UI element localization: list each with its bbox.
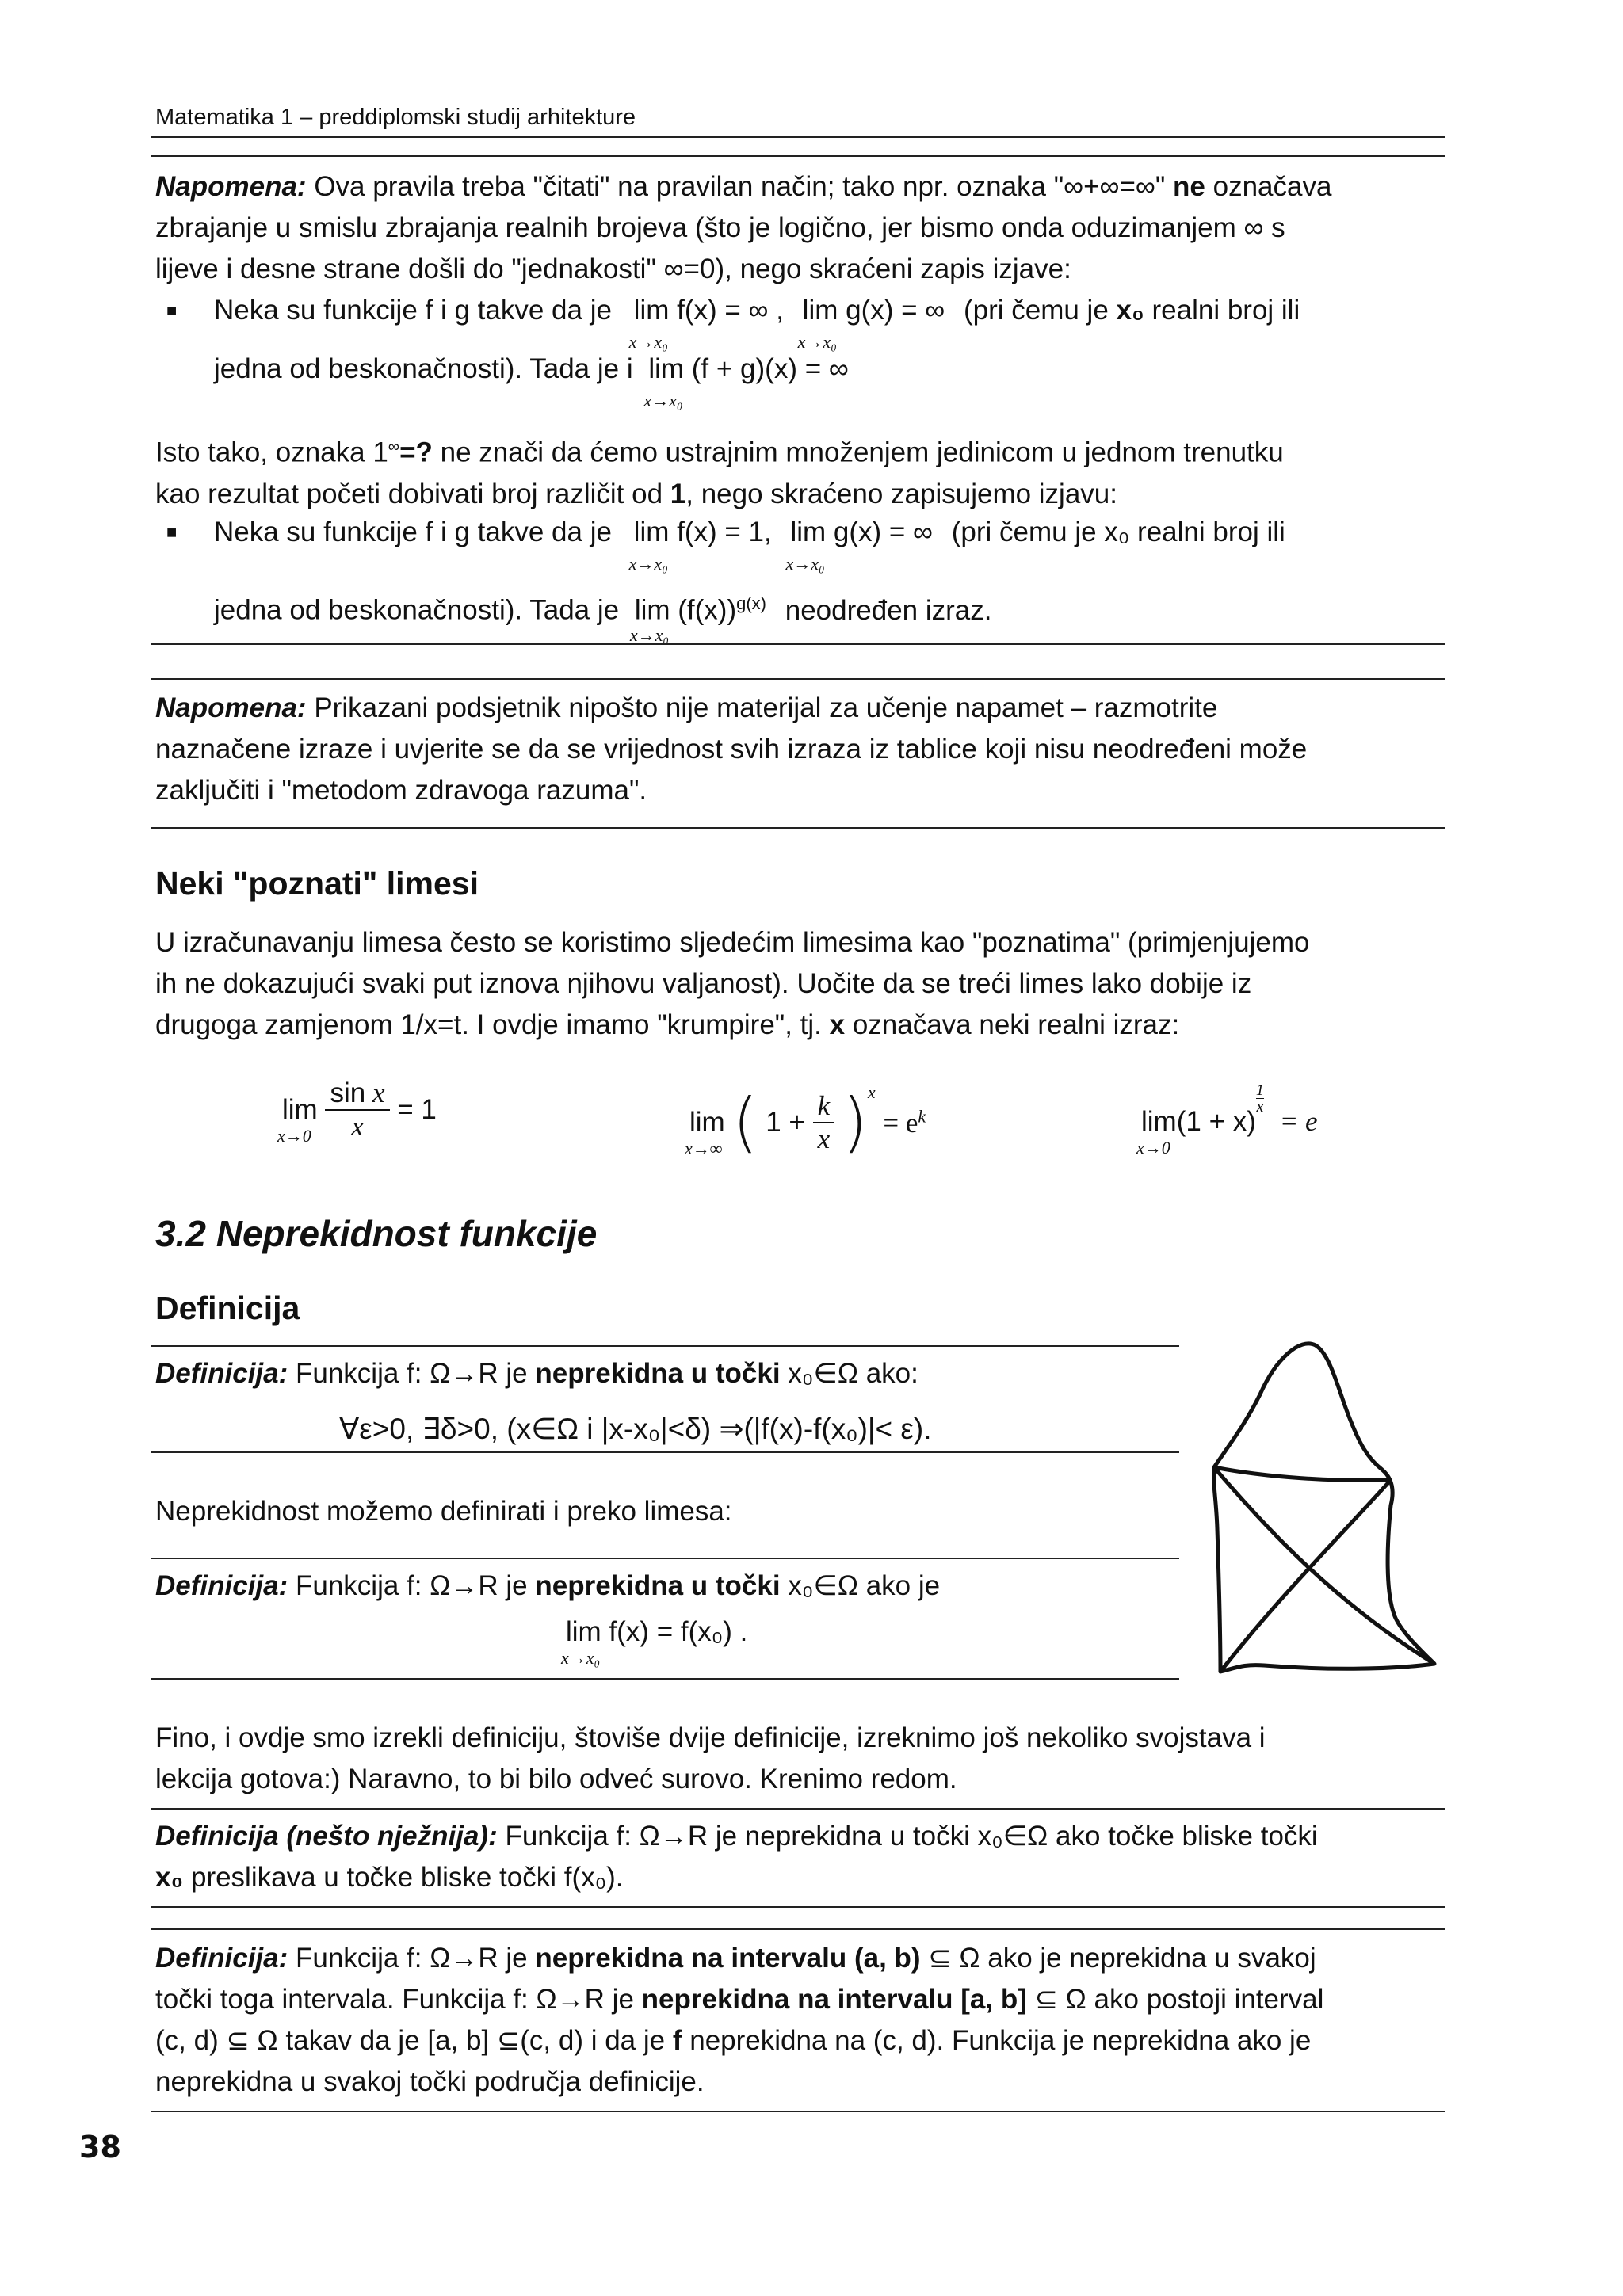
- formula-e-k-limit: lim x→∞ ( 1 + $\frac{k}{x}$ )$^x = e^k$: [685, 1082, 926, 1161]
- note1-label: Napomena:: [155, 171, 307, 202]
- known-limits-line3: drugoga zamjenom 1/x=t. I ovdje imamo "krumpire", tj. x označava neki realni izraz:: [155, 1009, 1180, 1040]
- note1-bullet-line2: [214, 349, 849, 410]
- known-limits-line1: U izračunavanju limesa često se koristimo sljedećim limesima kao "poznatima" (primjenjujemo: [155, 927, 1310, 958]
- page-number: 38: [79, 2130, 121, 2164]
- formula-e-limit: lim x→0 (1 + x) $\frac{1}{x}$ = e: [1136, 1081, 1318, 1158]
- note1-line3: lijeve i desne strane došli do "jednakosti" ∞=0), nego skraćeni zapis izjave:: [155, 254, 1071, 284]
- note2-line2: naznačene izraze i uvjerite se da se vrijednost svih izraza iz tablice koji nisu neodređeni može: [155, 734, 1308, 765]
- section-continuity-title: 3.2 Neprekidnost funkcije: [155, 1213, 598, 1254]
- note2-text: [155, 688, 1455, 811]
- lim-f-plus-g: lim (f + g)(x) = ∞ x→x₀: [643, 353, 849, 410]
- note1-line1-a: Ova pravila treba "čitati" na pravilan način; tako npr. oznaka "∞+∞=∞": [306, 171, 1174, 202]
- formula-sin-limit: lim x→0 $\frac{\text{sin x}}{x}$ = 1: [277, 1077, 437, 1146]
- def2-limit-formula: lim f(x) = f(x₀) . x→x₀: [561, 1616, 748, 1668]
- def1-top-rule: [151, 1345, 1179, 1347]
- def4-text: Definicija: Funkcija f: Ω→R je neprekidna na intervalu (a, b) ⊆ Ω ako je neprekidna u svakoj točki toga intervala. Funkcija f: Ω→R je neprekidna na intervalu [a, b] ⊆ Ω ako postoji interval (c, d) ⊆ Ω takav da je [a, b] ⊆(c, d) i da je f neprekidna na (c, d). Funkcija je neprekidna ako je neprekidna u svakoj točki područja definicije.: [155, 1943, 1324, 2097]
- def2-top-rule: [151, 1558, 1179, 1559]
- def3-bottom-rule: [151, 1906, 1445, 1908]
- limit-intro-text: Neprekidnost možemo definirati i preko limesa:: [155, 1496, 732, 1527]
- note1-bottom-rule: [151, 643, 1445, 645]
- note1b-line2: kao rezultat početi dobivati broj različit od 1, nego skraćeno zapisujemo izjavu:: [155, 478, 1117, 509]
- bullet-square-icon: ■: [166, 522, 178, 542]
- note1-bullet-a: Neka su funkcije f i g takve da je: [214, 295, 612, 326]
- note1-bullet-line2-a: jedna od beskonačnosti). Tada je i: [214, 353, 633, 384]
- note1-line1: [155, 166, 1455, 208]
- note1-bullet-b: (pri čemu je: [963, 295, 1117, 326]
- lim-f-infinity: lim f(x) = ∞ , x→x₀: [628, 295, 784, 352]
- para-fino-line2: lekcija gotova:) Naravno, to bi bilo odveć surovo. Krenimo redom.: [155, 1764, 957, 1794]
- para-fino: [155, 1718, 1455, 1800]
- note1-line1-b: ne: [1173, 171, 1205, 202]
- note2-line3: zaključiti i "metodom zdravoga razuma".: [155, 775, 647, 806]
- note1b-line1: Isto tako, oznaka 1∞=? ne znači da ćemo ustrajnim množenjem jedinicom u jednom trenutku: [155, 437, 1284, 468]
- lim-f-power-g: $\lim (f(x))^{g(x)}$ x→x₀: [629, 593, 767, 645]
- note1-bullet-line1: [214, 290, 1300, 352]
- note1-bullet-c: realni broj ili: [1144, 295, 1300, 326]
- note1-line2: zbrajanje u smislu zbrajanja realnih brojeva (što je logično, jer bismo onda oduzimanjem ∞ s: [155, 212, 1285, 243]
- note1-top-rule: [151, 155, 1445, 157]
- def3-text: Definicija (nešto nježnija): Funkcija f: Ω→R je neprekidna u točki x₀∈Ω ako točke bliske točki x₀ preslikava u točke bliske točki f(x₀).: [155, 1821, 1318, 1893]
- hand-drawn-sketch: [1197, 1339, 1450, 1680]
- header-rule: [151, 136, 1445, 138]
- def4-bottom-rule: [151, 2111, 1445, 2112]
- section-known-limits-title: Neki "poznati" limesi: [155, 865, 479, 902]
- note1b-bullet-line2: jedna od beskonačnosti). Tada je $\lim (f(x))^{g(x)}$ x→x₀ neodređen izraz.: [214, 583, 991, 631]
- bullet-square-icon: ■: [166, 300, 178, 320]
- def1-bottom-rule: [151, 1451, 1179, 1453]
- def2-bottom-rule: [151, 1678, 1179, 1680]
- para-fino-line1: Fino, i ovdje smo izrekli definiciju, štoviše dvije definicije, izreknimo još nekoliko svojstava i: [155, 1722, 1266, 1753]
- def1-epsilon-delta-formula: ∀ε>0, ∃δ>0, (x∈Ω i |x-x₀|<δ) ⇒(|f(x)-f(x₀)|< ε).: [339, 1413, 932, 1445]
- known-limits-line2: ih ne dokazujući svaki put iznova njihovu valjanost). Uočite da se treći limes lako dobije iz: [155, 968, 1252, 999]
- note1b-bullet-line1: Neka su funkcije f i g takve da je lim f(x) = 1, x→x₀ lim g(x) = ∞ x→x₀ (pri čemu je x₀ realni broj ili: [214, 512, 1285, 553]
- note2-bottom-rule: [151, 827, 1445, 829]
- note1b-bullet: [155, 512, 1455, 645]
- section-definition-subtitle: Definicija: [155, 1290, 300, 1326]
- known-limits-text: [155, 922, 1455, 1046]
- def3-top-rule: [151, 1808, 1445, 1810]
- note1-line1-c: označava: [1205, 171, 1332, 202]
- running-header: Matematika 1 – preddiplomski studij arhitekture: [155, 105, 636, 130]
- def4-top-rule: [151, 1928, 1445, 1930]
- lim-g-infinity-2: lim g(x) = ∞ x→x₀: [785, 517, 933, 574]
- note1-text: [155, 166, 1455, 290]
- def2-text: Definicija: Funkcija f: Ω→R je neprekidna u točki x₀∈Ω ako je: [155, 1570, 941, 1601]
- note2-line1: Napomena: Prikazani podsjetnik nipošto nije materijal za učenje napamet – razmotrite: [155, 692, 1218, 723]
- def1-text: Definicija: Funkcija f: Ω→R je neprekidna u točki x₀∈Ω ako:: [155, 1358, 918, 1389]
- note1b-text: [155, 426, 1455, 515]
- note1-bullet: [155, 290, 1455, 410]
- note2-top-rule: [151, 678, 1445, 680]
- lim-f-one: lim f(x) = 1, x→x₀: [628, 517, 772, 574]
- note1-bullet-x0: x₀: [1116, 295, 1144, 326]
- lim-g-infinity: lim g(x) = ∞ x→x₀: [797, 295, 945, 352]
